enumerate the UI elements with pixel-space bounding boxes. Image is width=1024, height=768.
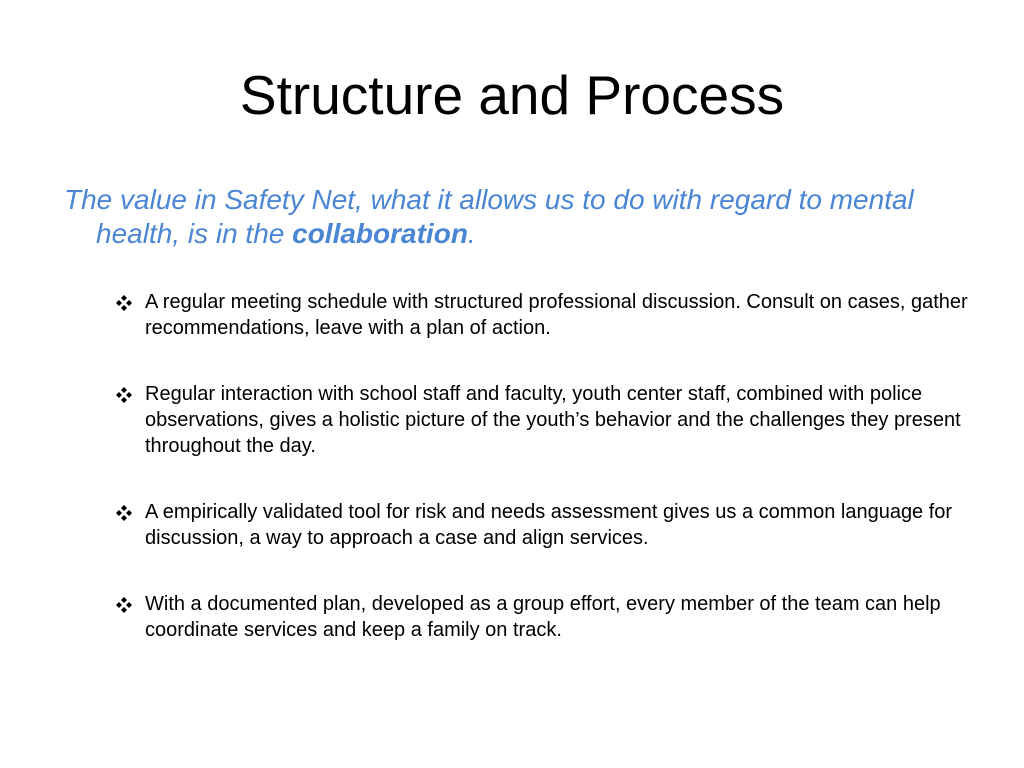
four-diamond-bullet-icon: [116, 295, 132, 311]
slide-title: Structure and Process: [239, 64, 785, 126]
bullet-item: [114, 499, 974, 551]
four-diamond-bullet-icon: [116, 505, 132, 521]
lead-text-after: .: [467, 218, 476, 249]
bullet-text: A empirically validated tool for risk and needs assessment gives us a common language for discussion, a way to approach a case and align services.: [145, 501, 953, 549]
four-diamond-bullet-icon: [116, 387, 132, 403]
lead-emphasis: collaboration: [292, 218, 468, 249]
bullet-text: Regular interaction with school staff and faculty, youth center staff, combined with police observations, gives a holistic picture of the youth’s behavior and the challenges they present throughout the day.: [145, 383, 961, 457]
bullet-text: With a documented plan, developed as a group effort, every member of the team can help coordinate services and keep a family on track.: [145, 593, 941, 641]
bullet-item: [114, 289, 974, 341]
four-diamond-bullet-icon: [116, 597, 132, 613]
lead-paragraph: [64, 183, 996, 251]
bullet-text: A regular meeting schedule with structured professional discussion. Consult on cases, gather recommendations, leave with a plan of action.: [145, 291, 968, 339]
bullet-list: [114, 289, 974, 683]
lead-text-before: The value in Safety Net, what it allows us to do with regard to mental health, is in the: [64, 184, 914, 249]
bullet-item: [114, 381, 974, 459]
bullet-item: [114, 591, 974, 643]
